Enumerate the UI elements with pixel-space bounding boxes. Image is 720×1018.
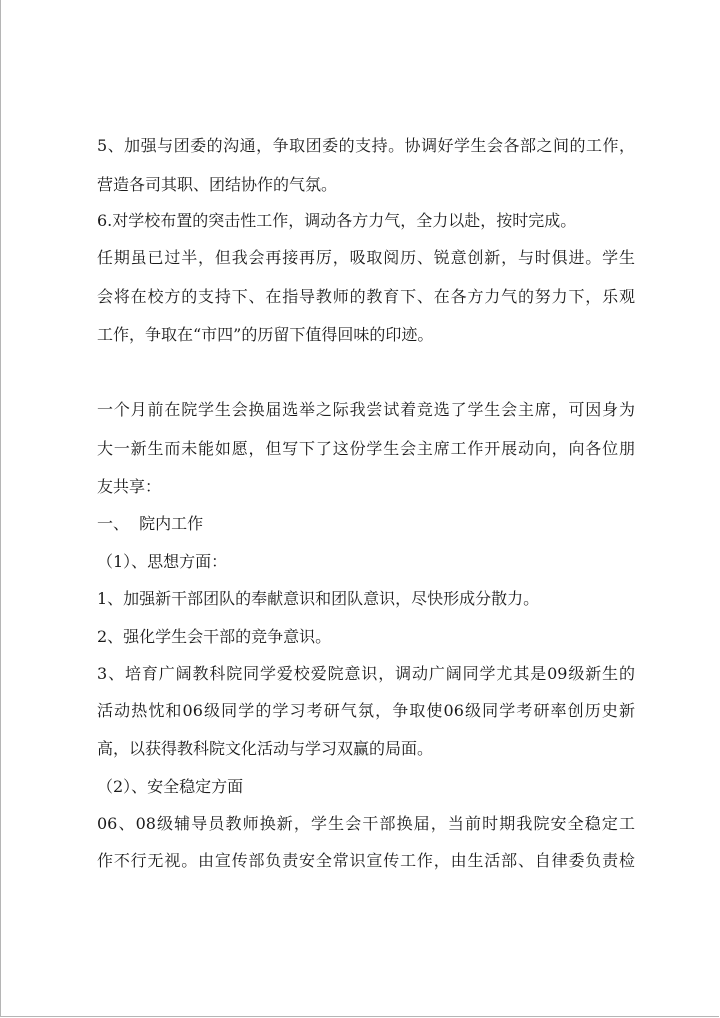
- text-line: 3、培育广阔教科院同学爱校爱院意识，调动广阔同学尤其是09级新生的: [97, 664, 635, 683]
- text-line: 6.对学校布置的突击性工作，调动各方力气，全力以赴，按时完成。: [97, 211, 577, 230]
- text-line: 5、加强与团委的沟通，争取团委的支持。协调好学生会各部之间的工作，: [97, 136, 635, 155]
- text-line: 2、强化学生会干部的竞争意识。: [97, 627, 332, 646]
- subsection-heading: （1）、思想方面：: [97, 552, 228, 571]
- text-line: 任期虽已过半，但我会再接再厉，吸取阅历、锐意创新，与时俱进。学生: [97, 248, 635, 267]
- text-line: 会将在校方的支持下、在指导教师的教育下、在各方力气的努力下，乐观: [97, 287, 635, 306]
- text-line: 1、加强新干部团队的奉献意识和团队意识，尽快形成分散力。: [97, 589, 540, 608]
- text-line: 营造各司其职、团结协作的气氛。: [97, 175, 338, 194]
- text-line: 工作，争取在“市四”的历留下值得回味的印迹。: [97, 325, 434, 344]
- text-line: 大一新生而未能如愿，但写下了这份学生会主席工作开展动向，向各位朋: [97, 439, 635, 458]
- subsection-heading: （2）、安全稳定方面: [97, 777, 244, 796]
- text-line: 活动热忱和06级同学的学习考研气氛，争取使06级同学考研率创历史新: [97, 701, 635, 720]
- text-line: 友共享：: [97, 477, 162, 496]
- text-line: 06、08级辅导员教师换新，学生会干部换届，当前时期我院安全稳定工: [97, 814, 635, 833]
- section-heading: 一、 院内工作: [97, 514, 204, 533]
- text-line: 一个月前在院学生会换届选举之际我尝试着竞选了学生会主席，可因身为: [97, 400, 635, 419]
- text-line: 作不行无视。由宣传部负责安全常识宣传工作，由生活部、自律委负责检: [97, 851, 635, 870]
- text-line: 高，以获得教科院文化活动与学习双赢的局面。: [97, 739, 434, 758]
